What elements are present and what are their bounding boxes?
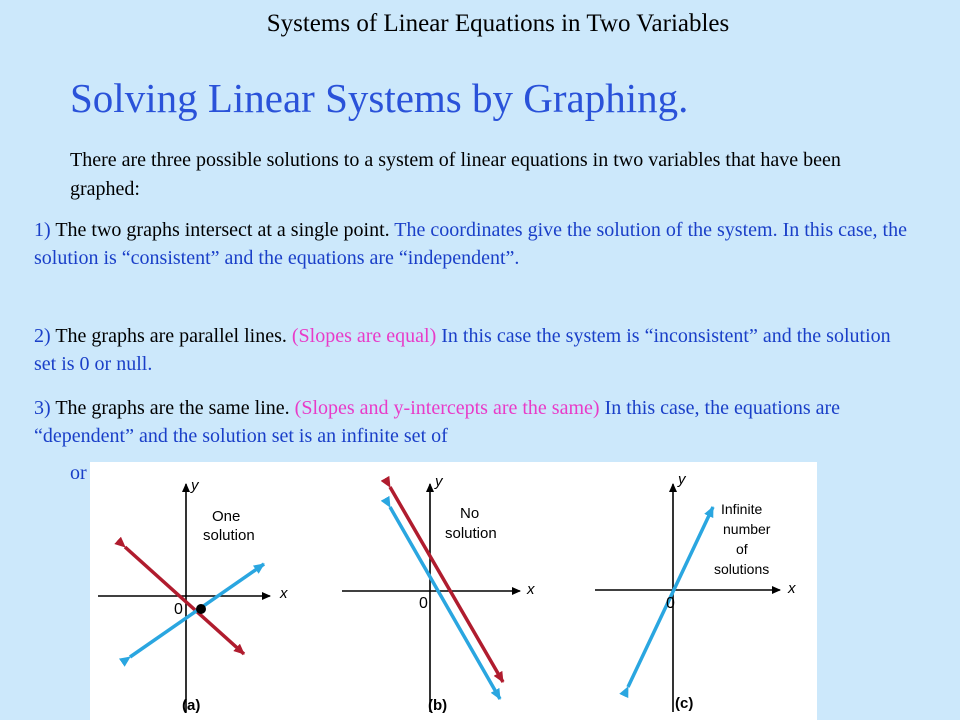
case-number: 2) [34, 325, 51, 347]
annotation-line-3: of [736, 541, 748, 557]
origin-label: 0 [419, 595, 428, 612]
case-3 [34, 394, 914, 450]
case-text-pink: (Slopes and y-intercepts are the same) [294, 397, 600, 419]
case-text-pink: (Slopes are equal) [291, 325, 437, 347]
x-axis-label: x [788, 580, 796, 597]
red-line [390, 487, 503, 682]
intersection-point [196, 604, 206, 614]
case-text-black: The graphs are the same line. [55, 397, 295, 419]
graphs-svg [90, 462, 817, 720]
origin-label: 0 [174, 601, 183, 618]
intro-text: There are three possible solutions to a system of linear equations in two variables that have been graphed: [70, 149, 841, 200]
graph-c [595, 471, 796, 712]
graph-b [342, 473, 535, 714]
case-3-trailing-text: or [70, 462, 87, 484]
figure-panel [90, 462, 817, 720]
red-line [125, 547, 244, 654]
y-axis-label: y [435, 473, 443, 490]
y-axis-label: y [191, 477, 199, 494]
header-title: Systems of Linear Equations in Two Variables [266, 10, 730, 37]
slide-title: Solving Linear Systems by Graphing. [70, 75, 689, 121]
case-text-blue: The coordinates give the solution of the system. In this case, the solution is “consistent” and the equations are “independent”. [34, 219, 907, 269]
case-text-black: The graphs are parallel lines. [55, 325, 292, 347]
graph-a [98, 477, 288, 714]
annotation-line-1: One [212, 508, 241, 525]
case-text-blue: In this case the system is “inconsistent” and the solution set is 0 or null. [34, 325, 891, 375]
annotation-line-4: solutions [714, 561, 770, 577]
annotation-line-2: solution [445, 525, 497, 542]
case-number: 3) [34, 397, 51, 419]
annotation-line-1: Infinite [721, 501, 763, 517]
case-text-blue: In this case, the equations are “dependent” and the solution set is an infinite set of [34, 397, 841, 447]
case-1 [34, 216, 914, 272]
origin-label: 0 [666, 595, 675, 612]
case-2 [34, 322, 914, 378]
caption-a: (a) [182, 697, 201, 714]
caption-b: (b) [428, 697, 448, 714]
annotation-line-2: number [723, 521, 771, 537]
annotation-line-2: solution [203, 527, 255, 544]
x-axis-label: x [280, 585, 288, 602]
case-number: 1) [34, 219, 51, 241]
caption-c: (c) [675, 695, 694, 712]
y-axis-label: y [678, 471, 686, 488]
case-text-black: The two graphs intersect at a single point. [55, 219, 390, 241]
x-axis-label: x [527, 581, 535, 598]
annotation-line-1: No [460, 505, 480, 522]
